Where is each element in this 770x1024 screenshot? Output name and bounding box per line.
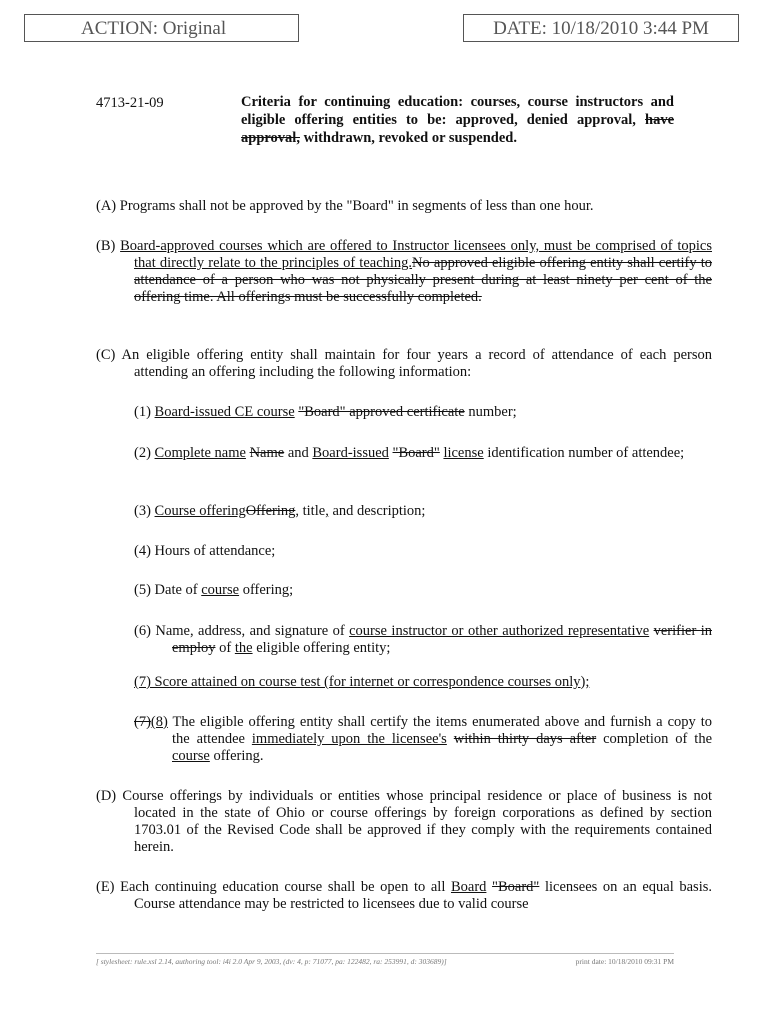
action-header-box	[24, 14, 299, 42]
footer-stylesheet-info: [ stylesheet: rule.xsl 2.14, authoring tool: i4i 2.0 Apr 9, 2003, (dv: 4, p: 71077, pa: 122482, ra: 253991, d: 303689)]	[96, 957, 447, 966]
date-header-box	[463, 14, 739, 42]
paragraph-a: (A) Programs shall not be approved by the "Board" in segments of less than one hour.	[96, 198, 594, 214]
footer-divider	[96, 953, 674, 954]
paragraph-e: (E) Each continuing education course shall be open to all Board "Board" licensees on an equal basis. Course attendance may be restricted to licensees due to valid course	[96, 879, 712, 912]
paragraph-c6: (6) Name, address, and signature of course instructor or other authorized representative verifier in employ of the eligible offering entity;	[134, 623, 712, 656]
struck-text: No approved eligible offering entity shall certify to attendance of a person who was not physically present during at least ninety per cent of the offering time. All offerings must be successfully completed.	[134, 255, 712, 305]
paragraph-c7: (7) Score attained on course test (for internet or correspondence courses only);	[134, 674, 590, 690]
paragraph-c8: (7)(8) The eligible offering entity shall certify the items enumerated above and furnish a copy to the attendee immediately upon the licensee's within thirty days after completion of the course offering.	[134, 714, 713, 764]
paragraph-c: (C) An eligible offering entity shall maintain for four years a record of attendance of each person attending an offering including the following information:	[96, 347, 712, 380]
struck-text: have approval,	[241, 112, 674, 146]
rule-number: 4713-21-09	[96, 95, 164, 111]
action-label: ACTION: Original	[81, 18, 227, 39]
paragraph-c5: (5) Date of course offering;	[134, 582, 294, 598]
date-label: DATE: 10/18/2010 3:44 PM	[493, 18, 709, 39]
paragraph-c4: (4) Hours of attendance;	[134, 543, 276, 559]
paragraph-c2: (2) Complete name Name and Board-issued "Board" license identification number of attendee;	[134, 445, 685, 461]
inserted-text: Board-approved courses which are offered to Instructor licensees only, must be comprised of topics that directly relate to the principles of teaching.	[120, 238, 712, 271]
rule-title: Criteria for continuing education: courses, course instructors and eligible offering entities to be: approved, denied approval, have approval, withdrawn, revoked or suspended.	[241, 94, 674, 146]
paragraph-d: (D) Course offerings by individuals or entities whose principal residence or place of business is not located in the state of Ohio or course offerings by foreign corporations as defined by section 1703.01 of the Revised Code shall be approved if they comply with the requirements contained herein.	[96, 788, 712, 855]
paragraph-c1: (1) Board-issued CE course "Board" approved certificate number;	[134, 404, 517, 420]
footer-print-date: print date: 10/18/2010 09:31 PM	[575, 957, 674, 966]
paragraph-c3: (3) Course offeringOffering, title, and description;	[134, 503, 426, 519]
paragraph-b: (B) Board-approved courses which are offered to Instructor licensees only, must be comprised of topics that directly relate to the principles of teaching.No approved eligible offering entity shall certify to attendance of a person who was not physically present during at least ninety per cent of the offering time. All offerings must be successfully completed.	[96, 238, 712, 305]
